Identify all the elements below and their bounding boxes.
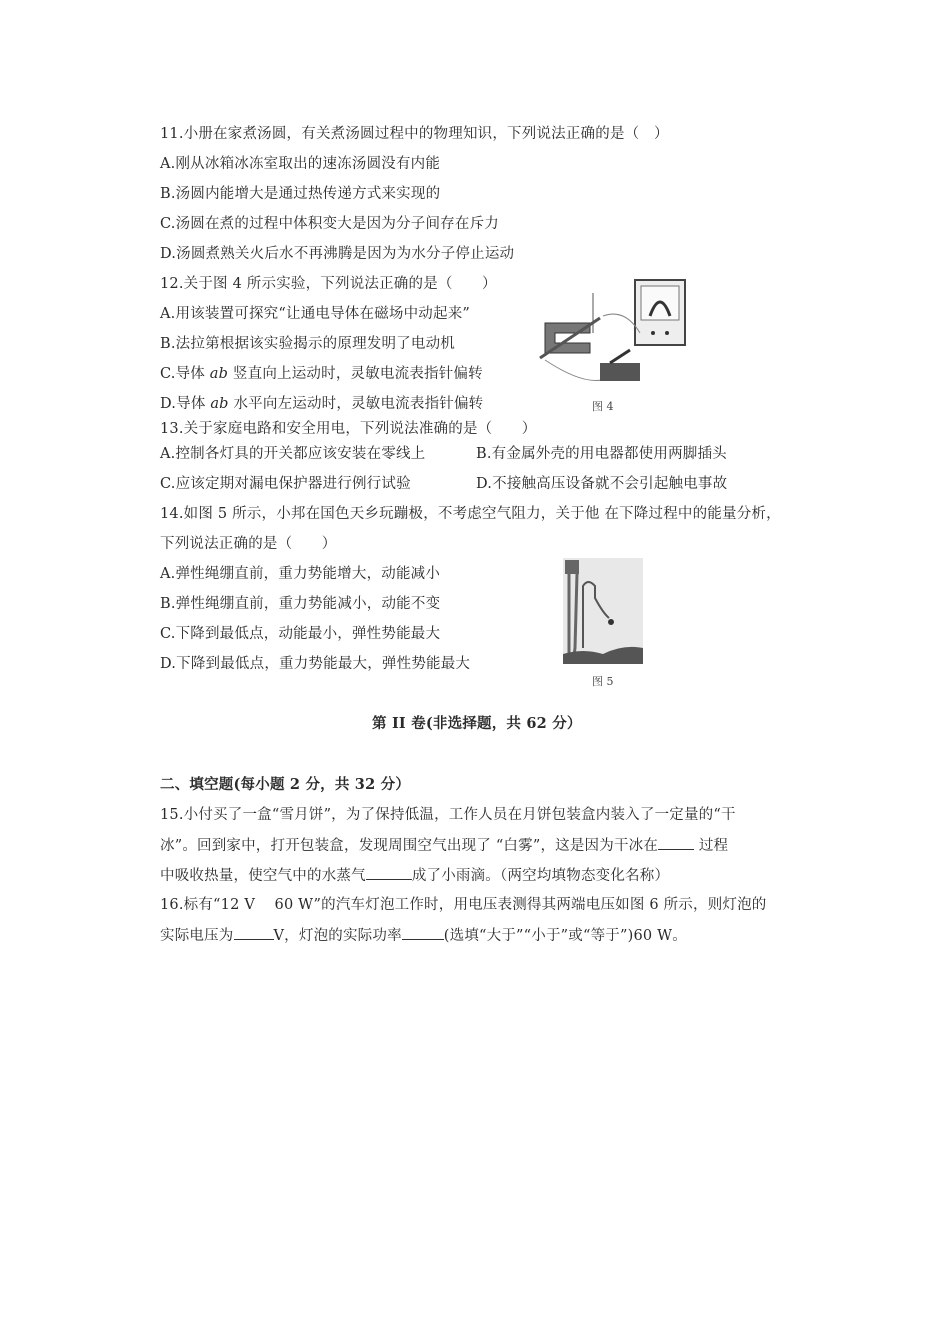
- q16-line1: 16.标有“12 V 60 W”的汽车灯泡工作时，用电压表测得其两端电压如图 6 所示，则灯泡的: [160, 897, 767, 913]
- q14-option-c: C.下降到最低点，动能最小，弹性势能最大: [160, 626, 441, 642]
- answer-blank-power[interactable]: [402, 925, 444, 940]
- text: 水平向左运动时，灵敏电流表指针偏转: [228, 396, 484, 412]
- text: C.导体: [160, 366, 210, 382]
- q15-line3: [160, 865, 669, 886]
- text: 过程: [694, 838, 729, 854]
- figure-4-caption: 图 4: [592, 400, 614, 413]
- text: D.导体: [160, 396, 211, 412]
- text: 冰”。回到家中，打开包装盒，发现周围空气出现了 “白雾”，这是因为干冰在: [160, 838, 659, 854]
- q16-line2: [160, 925, 687, 946]
- q14-stem-line2: 下列说法正确的是（ ）: [160, 536, 337, 552]
- variable: ab: [210, 396, 229, 412]
- q12-option-c: [160, 364, 483, 384]
- q12-option-d: [160, 394, 483, 414]
- q13-option-d: D.不接触高压设备就不会引起触电事故: [476, 476, 728, 492]
- q14-option-b: B.弹性绳绷直前，重力势能减小，动能不变: [160, 596, 441, 612]
- text: V，灯泡的实际功率: [273, 928, 402, 944]
- q14-option-d: D.下降到最低点，重力势能最大，弹性势能最大: [160, 656, 471, 672]
- q11-option-c: C.汤圆在煮的过程中体积变大是因为分子间存在斥力: [160, 216, 499, 232]
- q12-stem: 12.关于图 4 所示实验，下列说法正确的是（ ）: [160, 276, 497, 292]
- text: 实际电压为: [160, 928, 234, 944]
- figure-5-caption: 图 5: [592, 675, 614, 688]
- q13-stem: 13.关于家庭电路和安全用电，下列说法准确的是（ ）: [160, 421, 537, 437]
- variable: ab: [209, 366, 229, 382]
- section2-title: 二、填空题(每小题 2 分，共 32 分）: [160, 776, 411, 793]
- part2-title: 第 II 卷(非选择题，共 62 分）: [372, 715, 582, 732]
- q11-option-d: D.汤圆煮熟关火后水不再沸腾是因为为水分子停止运动: [160, 246, 515, 262]
- q11-option-a: A.刚从冰箱冰冻室取出的速冻汤圆没有内能: [160, 156, 441, 172]
- q13-option-b: B.有金属外壳的用电器都使用两脚插头: [476, 446, 727, 462]
- figure-4-apparatus-image: [535, 278, 745, 393]
- q11-option-b: B.汤圆内能增大是通过热传递方式来实现的: [160, 186, 441, 202]
- q13-options-row1: [160, 444, 727, 464]
- q12-option-b: B.法拉第根据该实验揭示的原理发明了电动机: [160, 336, 455, 352]
- figure-5-bungee-image: [563, 558, 643, 664]
- q13-option-c: C.应该定期对漏电保护器进行例行试验: [160, 476, 411, 492]
- q11-stem: 11.小册在家煮汤圆，有关煮汤圆过程中的物理知识，下列说法正确的是（ ）: [160, 126, 669, 142]
- q13-option-a: A.控制各灯具的开关都应该安装在零线上: [160, 446, 426, 462]
- text: 中吸收热量，使空气中的水蒸气: [160, 868, 366, 884]
- answer-blank-1[interactable]: [658, 835, 694, 850]
- q14-stem-line1: 14.如图 5 所示，小邦在国色天乡玩蹦极，不考虑空气阻力，关于他 在下降过程中的能量分析，: [160, 506, 781, 522]
- answer-blank-voltage[interactable]: [234, 925, 274, 940]
- answer-blank-2[interactable]: [366, 865, 412, 880]
- q15-line1: 15.小付买了一盒“雪月饼”，为了保持低温，工作人员在月饼包装盒内装入了一定量的“干: [160, 807, 736, 823]
- q14-option-a: A.弹性绳绷直前，重力势能增大，动能减小: [160, 566, 441, 582]
- text: 竖直向上运动时，灵敏电流表指针偏转: [228, 366, 483, 382]
- q13-options-row2: [160, 474, 728, 494]
- text: (选填“大于”“小于”或“等于”)60 W。: [443, 928, 687, 944]
- q12-option-a: A.用该装置可探究“让通电导体在磁场中动起来”: [160, 306, 471, 322]
- text: 成了小雨滴。（两空均填物态变化名称）: [411, 868, 670, 884]
- q15-line2: [160, 835, 728, 856]
